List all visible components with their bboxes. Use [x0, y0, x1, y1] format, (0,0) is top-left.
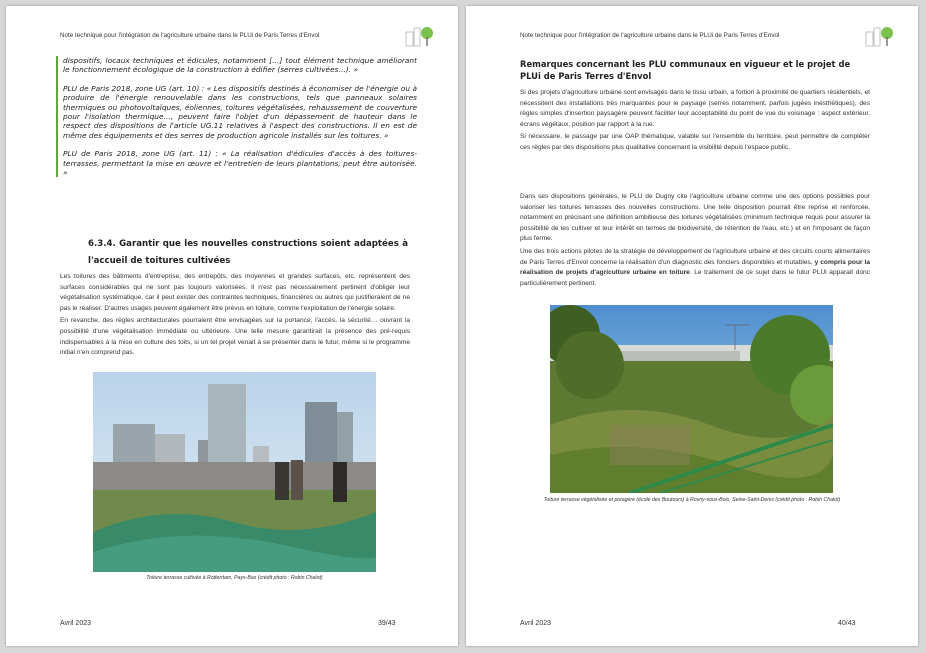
- document-page-right: [466, 6, 918, 646]
- body-text: [60, 272, 410, 361]
- paragraph: Si des projets d'agriculture urbaine sont envisagés dans le tissu urbain, a fortiori à proximité de quartiers résidentiels, et nécessitent des installations très marquantes pour le paysage (serres notamment, parfois jugées inesthétiques), des règles simples d'insertion paysagère peuvent faciliter leur acceptabilité du point de vue du voisinage : aspect extérieur, écrans végétaux, position par rapport à la rue.: [520, 89, 870, 128]
- paragraph: En revanche, des règles architecturales pourraient être envisagées sur la portance, l'accès, la sécurité… ouvrant la possibilité d'une végétalisation immédiate ou ultérieure. Une telle mesure garantirait la présence des pré-requis indispensables à la mise en culture des toits, si un tel projet venait à se présenter dans le futur, même si le programme initial n'en comprend pas.: [60, 317, 410, 357]
- page-header: Note technique pour l'intégration de l'agriculture urbaine dans le PLUi de Paris Terres d'Envol: [520, 32, 780, 39]
- paragraph: Dans ses dispositions générales, le PLU de Dugny cite l'agriculture urbaine comme une des options possibles pour valoriser les toitures terrasses des nouvelles constructions. Une telle disposition pourrait être reprise et renforcée, notamment en précisant une définition ambitieuse des toitures végétalisées (minimum technique requis pour assurer la possibilité de les cultiver et leur intérêt en termes de biodiversité, de rétention de l'eau, etc.) et en l'imposant de façon plus ferme.: [520, 193, 870, 243]
- section-title: 6.3.4. Garantir que les nouvelles constructions soient adaptées à l'accueil de toitures cultivées: [88, 239, 408, 266]
- city-tree-logo-icon: [864, 24, 896, 48]
- body-text: [520, 88, 870, 156]
- quote-paragraph: dispositifs, locaux techniques et édicules, notamment […] tout élément technique améliorant le fonctionnement écologique de la construction à édifier (serres cultivées…). »: [63, 56, 417, 75]
- paragraph: Si nécessaire, le passage par une OAP thématique, valable sur l'ensemble du territoire, peut permettre de compléter ces règles par des dispositions plus qualitative concernant la visibilité depuis l'espace public.: [520, 133, 870, 151]
- paragraph: [520, 247, 870, 289]
- regulation-quote-block: [56, 56, 417, 177]
- photo-caption: Toiture terrasse végétalisée et potagère (école des Boutours) à Rosny-sous-Bois, Seine-Saint-Denis (crédit photo : Robin Chalot): [543, 497, 841, 503]
- footer-date: Avril 2023: [520, 620, 552, 627]
- quote-paragraph: PLU de Paris 2018, zone UG (art. 10) : « Les dispositifs destinés à économiser de l'énergie ou à produire de l'énergie renouvelable dans les constructions, tels que panneaux solaires thermiques ou photovoltaïques, éoliennes, toitures végétalisées, rehaussement de couverture pour l'isolation thermique…, peuvent faire l'objet d'un dépassement de hauteur dans le respect des dispositions de l'article UG.11 relatives à l'aspect des constructions. Il en est de même des équipements et des serres de production agricole installés sur les toitures. »: [63, 83, 417, 140]
- footer-page-number: 39/43: [378, 620, 396, 627]
- footer-date: Avril 2023: [60, 620, 92, 627]
- bold-text: y compris pour la réalisation de projets d'agriculture urbaine en toiture: [520, 258, 871, 277]
- quote-paragraph: PLU de Paris 2018, zone UG (art. 11) : « La réalisation d'édicules d'accès à des toitures-terrasses, permettant la mise en œuvre et l'entretien de leurs plantations, peut être autorisée. »: [63, 149, 417, 178]
- paragraph-text: Une des trois actions pilotes de la stratégie de développement de l'agriculture urbaine et des circuits courts alimentaires de Paris Terres d'Envol concerne la réalisation d'un diagnostic des fonciers disponibles et mutables,: [520, 247, 870, 266]
- page-header: Note technique pour l'intégration de l'agriculture urbaine dans le PLUi de Paris Terres d'Envol: [60, 32, 320, 39]
- document-page-left: [6, 6, 458, 646]
- footer-page-number: 40/43: [838, 620, 856, 627]
- paragraph: Les toitures des bâtiments d'entreprise, des entrepôts, des moyennes et grandes surfaces, etc. représentent des surfaces considérables qui ne sont pas toujours valorisées. Il n'est pas nécessairement pertinent d'obliger leur végétalisation systématique, car il peut exister des contraintes techniques, financières ou autres qui justifieraient de ne pas le réaliser. D'autres usages peuvent également être prévus en toiture, comme l'exploitation de l'énergie solaire.: [60, 273, 410, 312]
- body-text: [520, 192, 870, 291]
- paragraph-text: . Le traitement de ce sujet dans le futur PLUi apparait donc particulièrement pertinent.: [520, 269, 870, 287]
- rooftop-farm-photo-rotterdam: [93, 372, 376, 572]
- photo-caption: Toiture terrasse cultivée à Rotterdam, Pays-Bas (crédit photo : Robin Chalot): [146, 575, 323, 581]
- section-title: Remarques concernant les PLU communaux en vigueur et le projet de PLUi de Paris Terres d'Envol: [520, 59, 851, 82]
- city-tree-logo-icon: [404, 24, 436, 48]
- rooftop-garden-photo-rosny: [550, 305, 833, 493]
